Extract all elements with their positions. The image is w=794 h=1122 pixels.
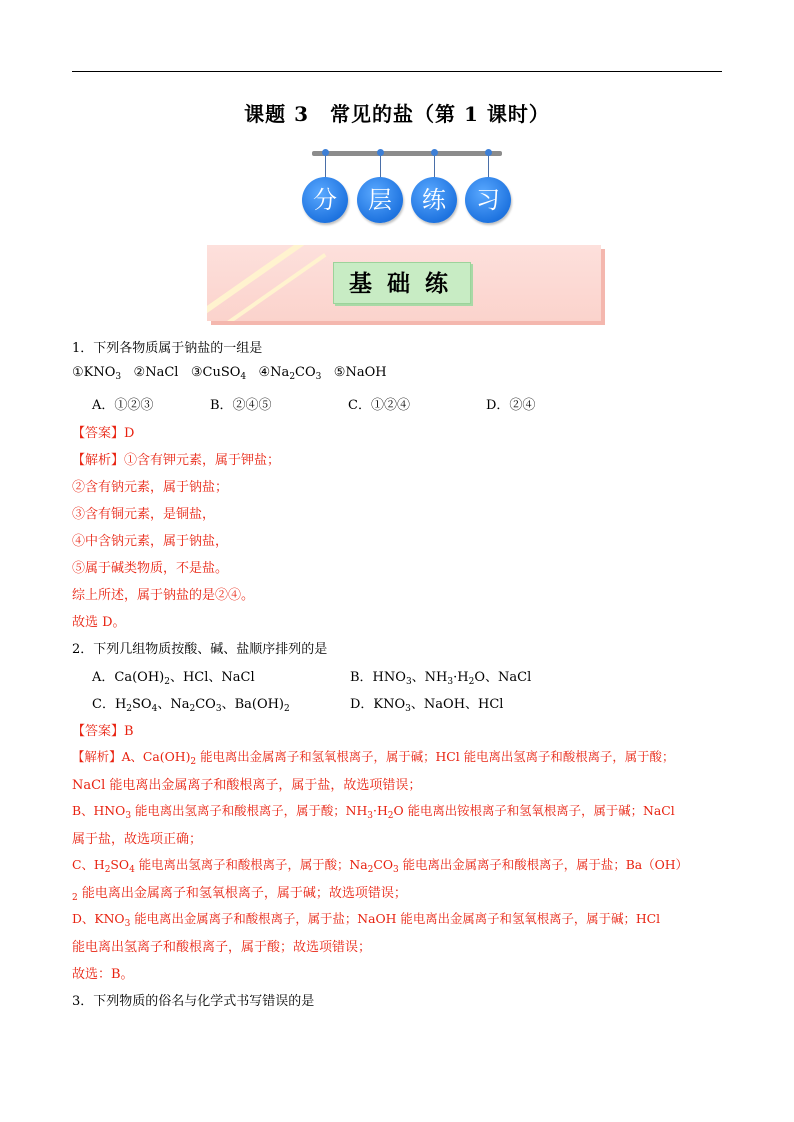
- q1-option-c: C．①②④: [348, 398, 410, 413]
- option-text: 、NaOH、HCl: [410, 697, 504, 712]
- q1-item: ②NaCl: [133, 365, 179, 380]
- q1-option-b: B．②④⑤: [210, 398, 272, 413]
- subscript: 2: [190, 757, 197, 767]
- subscript: 2: [367, 865, 374, 875]
- subscript: 3: [124, 919, 131, 929]
- q2-answer: [72, 720, 134, 739]
- option-text: ·H: [453, 670, 469, 685]
- q1-item: ④Na: [258, 365, 290, 380]
- option-text: SO: [132, 697, 152, 712]
- subscript: 3: [393, 865, 399, 875]
- subscript: 3: [405, 704, 411, 714]
- analysis-label: 【解析】: [72, 749, 122, 764]
- option-text: 、Ba(OH): [221, 697, 285, 712]
- page-title: 课题 3 常见的盐（第 1 课时）: [244, 102, 550, 126]
- option-text: D．KNO: [350, 697, 406, 712]
- analysis-text: 能电离出氢离子和酸根离子，属于酸；Na: [134, 857, 368, 872]
- subscript: 4: [240, 372, 247, 382]
- subscript: 3: [115, 372, 122, 382]
- badge-string: [434, 154, 435, 178]
- q1-analysis-line: ②含有钠元素，属于钠盐；: [72, 480, 229, 495]
- q1-items: [72, 365, 387, 380]
- subscript: 2: [126, 704, 133, 714]
- q2-analysis-line: [72, 882, 407, 901]
- q1-analysis-line: ③含有铜元素，是铜盐，: [72, 507, 216, 522]
- answer-value: D: [124, 426, 135, 441]
- analysis-text: O 能电离出铵根离子和氢氧根离子，属于碱；NaCl: [393, 803, 675, 818]
- analysis-label: 【解析】: [72, 453, 125, 468]
- subscript: 4: [129, 865, 135, 875]
- analysis-text: 能电离出金属离子和氢氧根离子，属于碱；故选项错误；: [77, 886, 407, 901]
- answer-value: B: [124, 724, 134, 739]
- q2-option-b: [350, 666, 531, 685]
- option-text: 、Na: [157, 697, 190, 712]
- subscript: 3: [125, 811, 132, 821]
- badge-string: [380, 154, 381, 178]
- option-text: O、NaCl: [474, 670, 532, 685]
- q2-analysis-line: NaCl 能电离出金属离子和酸根离子，属于盐，故选项错误；: [72, 778, 422, 793]
- q2-analysis-line: [72, 909, 660, 927]
- q2-option-a: [92, 666, 255, 685]
- subscript: 3: [367, 811, 374, 821]
- option-text: 、NH: [411, 670, 448, 685]
- q2-option-d: [350, 693, 503, 712]
- analysis-text: 能电离出金属离子和酸根离子，属于盐；Ba（OH）: [398, 857, 688, 872]
- badge-char: 练: [411, 177, 457, 223]
- q1-option-d: D．②④: [486, 398, 536, 413]
- badge-pin: [431, 149, 438, 156]
- subscript: 2: [284, 704, 290, 714]
- q2-analysis-line: [72, 801, 675, 819]
- analysis-text: ·H: [373, 803, 388, 818]
- option-text: A．Ca(OH): [92, 670, 165, 685]
- q1-item: CO: [295, 365, 316, 380]
- q2-analysis-line: 属于盐，故选项正确；: [72, 832, 203, 847]
- q3-stem: 3．下列物质的俗名与化学式书写错误的是: [72, 994, 315, 1009]
- section-label: 基础练: [333, 262, 471, 304]
- banner-decoration: [207, 245, 307, 318]
- subscript: 4: [151, 704, 158, 714]
- analysis-text: C、H: [72, 857, 105, 872]
- subscript: 2: [104, 865, 111, 875]
- top-rule: [72, 71, 722, 72]
- analysis-text: B、HNO: [72, 803, 126, 818]
- q2-analysis-line: 能电离出氢离子和酸根离子，属于酸；故选项错误；: [72, 940, 372, 955]
- q1-analysis-line: [72, 449, 280, 468]
- subscript: 3: [447, 677, 454, 687]
- q1-analysis-line: ④中含钠元素，属于钠盐，: [72, 534, 229, 549]
- q1-answer: [72, 422, 134, 441]
- analysis-text: 能电离出氢离子和酸根离子，属于酸；NH: [131, 803, 368, 818]
- q1-analysis-line: ⑤属于碱类物质，不是盐。: [72, 561, 229, 576]
- badge-rail: [312, 151, 502, 156]
- badge-pin: [485, 149, 492, 156]
- option-text: 、HCl、NaCl: [169, 670, 255, 685]
- q1-item: ③CuSO: [190, 365, 241, 380]
- option-text: CO: [195, 697, 216, 712]
- badge-pin: [322, 149, 329, 156]
- q1-analysis-line: 故选 D。: [72, 615, 126, 630]
- q2-analysis-line: 故选：B。: [72, 967, 134, 982]
- subscript: 2: [468, 677, 475, 687]
- subscript: 2: [289, 372, 296, 382]
- q1-analysis-line: 综上所述，属于钠盐的是②④。: [72, 588, 255, 603]
- subscript: 2: [72, 893, 78, 903]
- q2-analysis-line: [72, 747, 674, 765]
- q1-stem: 1．下列各物质属于钠盐的一组是: [72, 341, 263, 356]
- badge-pin: [377, 149, 384, 156]
- subscript: 3: [405, 677, 412, 687]
- subscript: 3: [315, 372, 322, 382]
- analysis-text: D、KNO: [72, 911, 125, 926]
- analysis-text: A、Ca(OH): [121, 749, 191, 764]
- analysis-text: 能电离出金属离子和酸根离子，属于盐；NaOH 能电离出金属离子和氢氧根离子，属于碱；HCl: [130, 911, 661, 926]
- option-text: C．H: [92, 697, 127, 712]
- subscript: 2: [164, 677, 170, 687]
- analysis-text: 能电离出金属离子和氢氧根离子，属于碱；HCl 能电离出氢离子和酸根离子，属于酸；: [196, 749, 675, 764]
- analysis-text: CO: [373, 857, 393, 872]
- subscript: 2: [387, 811, 394, 821]
- subscript: 2: [189, 704, 196, 714]
- analysis-text: ①含有钾元素，属于钾盐；: [124, 453, 281, 468]
- badge-string: [488, 154, 489, 178]
- badge-char: 习: [465, 177, 511, 223]
- badge-char: 分: [302, 177, 348, 223]
- answer-label: 【答案】: [72, 724, 125, 739]
- q2-option-c: [92, 693, 290, 712]
- q2-stem: 2．下列几组物质按酸、碱、盐顺序排列的是: [72, 642, 328, 657]
- badge-string: [325, 154, 326, 178]
- q1-item: ⑤NaOH: [333, 365, 387, 380]
- option-text: B．HNO: [350, 670, 406, 685]
- q2-analysis-line: [72, 855, 688, 873]
- analysis-text: SO: [110, 857, 130, 872]
- q1-item: ①KNO: [72, 365, 116, 380]
- answer-label: 【答案】: [72, 426, 125, 441]
- badge-char: 层: [357, 177, 403, 223]
- q1-option-a: A．①②③: [92, 398, 154, 413]
- subscript: 3: [215, 704, 222, 714]
